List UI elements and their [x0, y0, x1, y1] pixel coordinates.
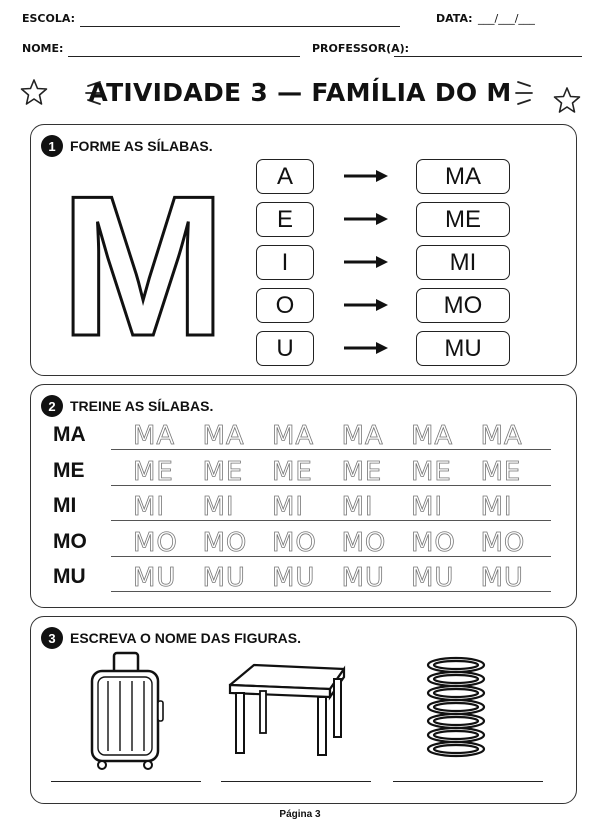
answer-line[interactable]: [393, 781, 543, 782]
trace-row-label: MI: [53, 494, 77, 517]
page-title: ATIVIDADE 3 — FAMÍLIA DO M: [88, 78, 512, 107]
vowel-box: A: [256, 159, 314, 194]
trace-syllable: ME: [272, 456, 313, 487]
syllable-box: MA: [416, 159, 510, 194]
school-field[interactable]: [80, 26, 400, 27]
vowel-box: O: [256, 288, 314, 323]
trace-syllable: MU: [411, 563, 455, 593]
section-instruction: ESCREVA O NOME DAS FIGURAS.: [70, 630, 302, 646]
trace-syllable: MO: [202, 527, 248, 558]
trace-syllable: MU: [480, 563, 524, 593]
vowel-box: U: [256, 331, 314, 366]
trace-syllable: MU: [272, 563, 316, 593]
trace-syllable: MA: [480, 421, 523, 451]
table-icon: [226, 661, 356, 761]
teacher-field[interactable]: [394, 56, 582, 57]
school-label: ESCOLA:: [22, 12, 75, 25]
trace-syllable: MA: [202, 421, 245, 451]
trace-syllable: MO: [480, 527, 526, 558]
trace-syllable: ME: [341, 456, 383, 487]
syllable-box: MU: [416, 331, 510, 366]
vowel-box: E: [256, 202, 314, 237]
name-label: NOME:: [22, 42, 64, 55]
trace-syllable: MI: [202, 492, 235, 522]
spring-icon: [421, 655, 491, 767]
section-header: [41, 395, 213, 417]
trace-syllable: ME: [133, 456, 174, 487]
arrow-right-icon: [344, 212, 389, 226]
trace-syllable: MA: [341, 421, 384, 451]
section-number: 1: [41, 135, 63, 157]
trace-row-label: MO: [53, 529, 87, 553]
answer-line[interactable]: [51, 781, 201, 782]
section-header: [41, 135, 213, 157]
trace-syllable: MI: [272, 492, 305, 522]
trace-syllable: MO: [272, 527, 317, 558]
trace-syllable: MI: [341, 492, 374, 522]
trace-syllable: MU: [133, 563, 177, 593]
name-field[interactable]: [68, 56, 300, 57]
trace-syllable: MO: [133, 527, 178, 558]
big-letter-m: [59, 155, 227, 378]
trace-syllable: MI: [133, 492, 166, 522]
trace-syllable: ME: [480, 456, 522, 487]
section-form-syllables: [30, 124, 577, 376]
arrow-right-icon: [344, 341, 389, 355]
teacher-label: PROFESSOR(A):: [312, 42, 410, 55]
vowel-box: I: [256, 245, 314, 280]
trace-row-label: MA: [53, 423, 86, 446]
trace-row-label: ME: [53, 458, 85, 482]
arrow-right-icon: [344, 255, 389, 269]
section-name-figures: [30, 616, 577, 804]
syllable-box: MO: [416, 288, 510, 323]
trace-syllable: MO: [341, 527, 387, 558]
trace-row-label: MU: [53, 565, 86, 588]
trace-syllable: MI: [480, 492, 513, 522]
arrow-right-icon: [344, 298, 389, 312]
trace-syllable: MA: [133, 421, 176, 451]
trace-syllable: MA: [411, 421, 454, 451]
syllable-box: MI: [416, 245, 510, 280]
section-number: 2: [41, 395, 63, 417]
trace-syllable: MU: [341, 563, 385, 593]
page-number: Página 3: [279, 809, 321, 820]
trace-syllable: ME: [202, 456, 244, 487]
date-label: DATA:: [436, 12, 473, 25]
answer-line[interactable]: [221, 781, 371, 782]
section-number: 3: [41, 627, 63, 649]
date-field[interactable]: ___/___/___: [478, 12, 535, 25]
svg-text:M: M: [59, 155, 227, 378]
trace-syllable: MA: [272, 421, 315, 451]
suitcase-icon: [86, 651, 166, 771]
arrow-right-icon: [344, 169, 389, 183]
section-trace-syllables: [30, 384, 577, 608]
section-instruction: TREINE AS SÍLABAS.: [70, 398, 214, 414]
section-header: [41, 627, 301, 649]
syllable-box: ME: [416, 202, 510, 237]
trace-syllable: ME: [411, 456, 452, 487]
section-instruction: FORME AS SÍLABAS.: [70, 138, 213, 154]
trace-syllable: MU: [202, 563, 246, 593]
trace-syllable: MI: [411, 492, 444, 522]
trace-syllable: MO: [411, 527, 456, 558]
